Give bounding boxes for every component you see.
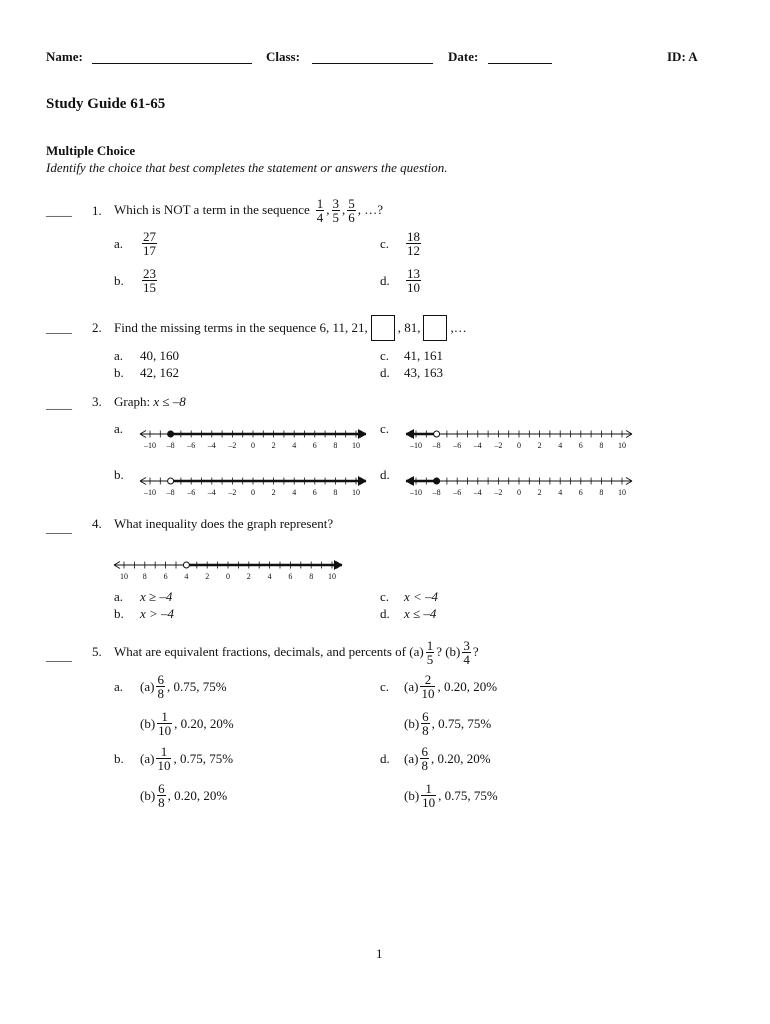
choice-2a[interactable]: a. 40, 160 [114, 348, 179, 363]
question-3-math: x ≤ –8 [153, 394, 186, 409]
tick-label: 6 [163, 572, 168, 581]
open-point [183, 562, 189, 568]
tick-label: –2 [494, 488, 503, 497]
tick-label: –4 [207, 488, 216, 497]
tick-label: –2 [228, 488, 237, 497]
tick-label: 4 [267, 572, 272, 581]
tick-label: 0 [251, 441, 255, 450]
choice-5a[interactable]: a. (a) $\frac{6}{8}$ , 0.75, 75% (b) $\frac{1}{10}$ , 0.20, 20% [114, 672, 234, 738]
class-label: Class: [266, 49, 300, 64]
tick-label: –4 [207, 441, 216, 450]
choice-2d[interactable]: d. 43, 163 [380, 365, 443, 380]
choice-1c[interactable]: c. $\frac{18}{12}$ [380, 229, 420, 258]
tick-label: 0 [517, 488, 521, 497]
ray-arrow-icon [358, 476, 366, 486]
tick-label: –10 [410, 441, 422, 450]
tick-label: 2 [205, 572, 210, 581]
tick-label: 2 [537, 488, 542, 497]
tick-label: 10 [352, 488, 360, 497]
tick-label: 2 [271, 441, 276, 450]
choice-3d[interactable]: d. [380, 467, 390, 482]
tick-label: –8 [166, 488, 175, 497]
q5-fraction-a: $\frac{1}{5}$ [426, 637, 434, 667]
tick-label: 10 [618, 488, 626, 497]
number-line-3b [138, 472, 368, 502]
choice-4c[interactable]: c. x < –4 [380, 589, 439, 604]
id-label: ID: A [667, 49, 698, 64]
choice-4d[interactable]: d. x ≤ –4 [380, 606, 437, 621]
question-5-stem: What are equivalent fractions, decimals, and percents of (a) $\frac{1}{5}$ ? (b) $\frac{3}{4}$ ? [114, 637, 479, 667]
tick-label: –2 [494, 441, 503, 450]
tick-label: –4 [473, 488, 482, 497]
tick-label: –4 [473, 441, 482, 450]
missing-term-box-1 [371, 315, 395, 341]
tick-label: 0 [251, 488, 255, 497]
question-number-3: 3. [92, 394, 102, 409]
tick-label: –6 [187, 441, 196, 450]
question-number-2: 2. [92, 320, 102, 335]
page-title: Study Guide 61-65 [46, 96, 166, 112]
choice-2c[interactable]: c. 41, 161 [380, 348, 443, 363]
question-number-4: 4. [92, 516, 102, 531]
tick-label: 6 [578, 441, 583, 450]
tick-label: 4 [558, 441, 563, 450]
tick-label: 10 [352, 441, 360, 450]
number-line-3c [404, 425, 634, 455]
question-2-text: Find the missing terms in the sequence 6, 11, 21, [114, 320, 368, 335]
tick-label: 0 [517, 441, 521, 450]
tick-label: –8 [432, 441, 441, 450]
name-label: Name: [46, 49, 83, 64]
name-field[interactable] [92, 49, 252, 64]
tick-label: 6 [312, 441, 317, 450]
tick-label: –2 [228, 441, 237, 450]
tick-label: 8 [142, 572, 147, 581]
missing-term-box-2 [423, 315, 447, 341]
choice-4b[interactable]: b. x > –4 [114, 606, 175, 621]
question-1-stem: Which is NOT a term in the sequence $\frac{1}{4}$ , $\frac{3}{5}$ , $\frac{5}{6}$ , …? [114, 195, 384, 225]
tick-label: –10 [410, 488, 422, 497]
tick-label: 10 [618, 441, 626, 450]
number-line-3a [138, 425, 368, 455]
tick-label: 8 [333, 488, 338, 497]
choice-3a[interactable]: a. [114, 421, 124, 436]
ray-arrow-icon [406, 429, 414, 439]
ray-arrow-icon [334, 560, 342, 570]
date-field[interactable] [488, 49, 552, 64]
number-line-4 [112, 556, 344, 586]
question-number-5: 5. [92, 644, 102, 659]
question-1-text: Which is NOT a term in the sequence [114, 202, 310, 217]
choice-3b[interactable]: b. [114, 467, 124, 482]
choice-3c[interactable]: c. [380, 421, 390, 436]
question-4-text: What inequality does the graph represent? [114, 516, 334, 531]
tick-label: –6 [187, 488, 196, 497]
question-3-stem [114, 394, 186, 410]
tick-label: –10 [144, 441, 156, 450]
seq-fraction-2: $\frac{3}{5}$ [332, 195, 340, 225]
tick-label: 2 [271, 488, 276, 497]
answer-blank-1[interactable]: ____ [46, 203, 72, 218]
tick-label: 2 [246, 572, 251, 581]
choice-2b[interactable]: b. 42, 162 [114, 365, 179, 380]
answer-blank-3[interactable]: ____ [46, 396, 72, 411]
number-line-3d [404, 472, 634, 502]
choice-1d[interactable]: d. $\frac{13}{10}$ [380, 266, 420, 295]
choice-5c[interactable]: c. (a) $\frac{2}{10}$ , 0.20, 20% (b) $\frac{6}{8}$ , 0.75, 75% [380, 672, 498, 738]
tick-label: –8 [166, 441, 175, 450]
question-5-text: What are equivalent fractions, decimals, and percents of (a) [114, 644, 424, 659]
tick-label: 4 [558, 488, 563, 497]
tick-label: 10 [120, 572, 128, 581]
question-2-stem: Find the missing terms in the sequence 6, 11, 21, , 81, ,… [114, 314, 467, 342]
choice-5d[interactable]: d. (a) $\frac{6}{8}$ , 0.20, 20% (b) $\frac{1}{10}$ , 0.75, 75% [380, 744, 498, 810]
tick-label: 6 [312, 488, 317, 497]
tick-label: 4 [292, 488, 297, 497]
seq-fraction-1: $\frac{1}{4}$ [316, 195, 324, 225]
closed-point [168, 431, 174, 437]
question-number-1: 1. [92, 203, 102, 218]
closed-point [434, 478, 440, 484]
choice-5b[interactable]: b. (a) $\frac{1}{10}$ , 0.75, 75% (b) $\frac{6}{8}$ , 0.20, 20% [114, 744, 234, 810]
tick-label: 4 [184, 572, 189, 581]
choice-1b[interactable]: b. $\frac{23}{15}$ [114, 266, 156, 295]
question-3-text: Graph: [114, 394, 151, 409]
class-field[interactable] [312, 49, 433, 64]
tick-label: 6 [288, 572, 293, 581]
answer-blank-4[interactable]: ____ [46, 520, 72, 535]
section-instructions: Identify the choice that best completes the statement or answers the question. [46, 160, 448, 175]
answer-blank-2[interactable]: ____ [46, 320, 72, 335]
answer-blank-5[interactable]: ____ [46, 648, 72, 663]
section-heading: Multiple Choice [46, 143, 136, 158]
tick-label: 8 [599, 488, 604, 497]
tick-label: 6 [578, 488, 583, 497]
tick-label: 2 [537, 441, 542, 450]
choice-1a[interactable]: a. $\frac{27}{17}$ [114, 229, 156, 258]
tick-label: –6 [453, 441, 462, 450]
ray-arrow-icon [406, 476, 414, 486]
tick-label: 8 [333, 441, 338, 450]
tick-label: –8 [432, 488, 441, 497]
tick-label: 8 [309, 572, 314, 581]
tick-label: –6 [453, 488, 462, 497]
tick-label: 4 [292, 441, 297, 450]
choice-4a[interactable]: a. x ≥ –4 [114, 589, 173, 604]
page-number: 1 [376, 946, 383, 961]
date-label: Date: [448, 49, 479, 64]
tick-label: 8 [599, 441, 604, 450]
tick-label: 10 [328, 572, 336, 581]
question-1-tail: , …? [357, 202, 384, 217]
open-point [434, 431, 440, 437]
seq-fraction-3: $\frac{5}{6}$ [348, 195, 355, 225]
q5-fraction-b: $\frac{3}{4}$ [463, 637, 470, 667]
tick-label: –10 [144, 488, 156, 497]
ray-arrow-icon [358, 429, 366, 439]
tick-label: 0 [226, 572, 230, 581]
open-point [168, 478, 174, 484]
